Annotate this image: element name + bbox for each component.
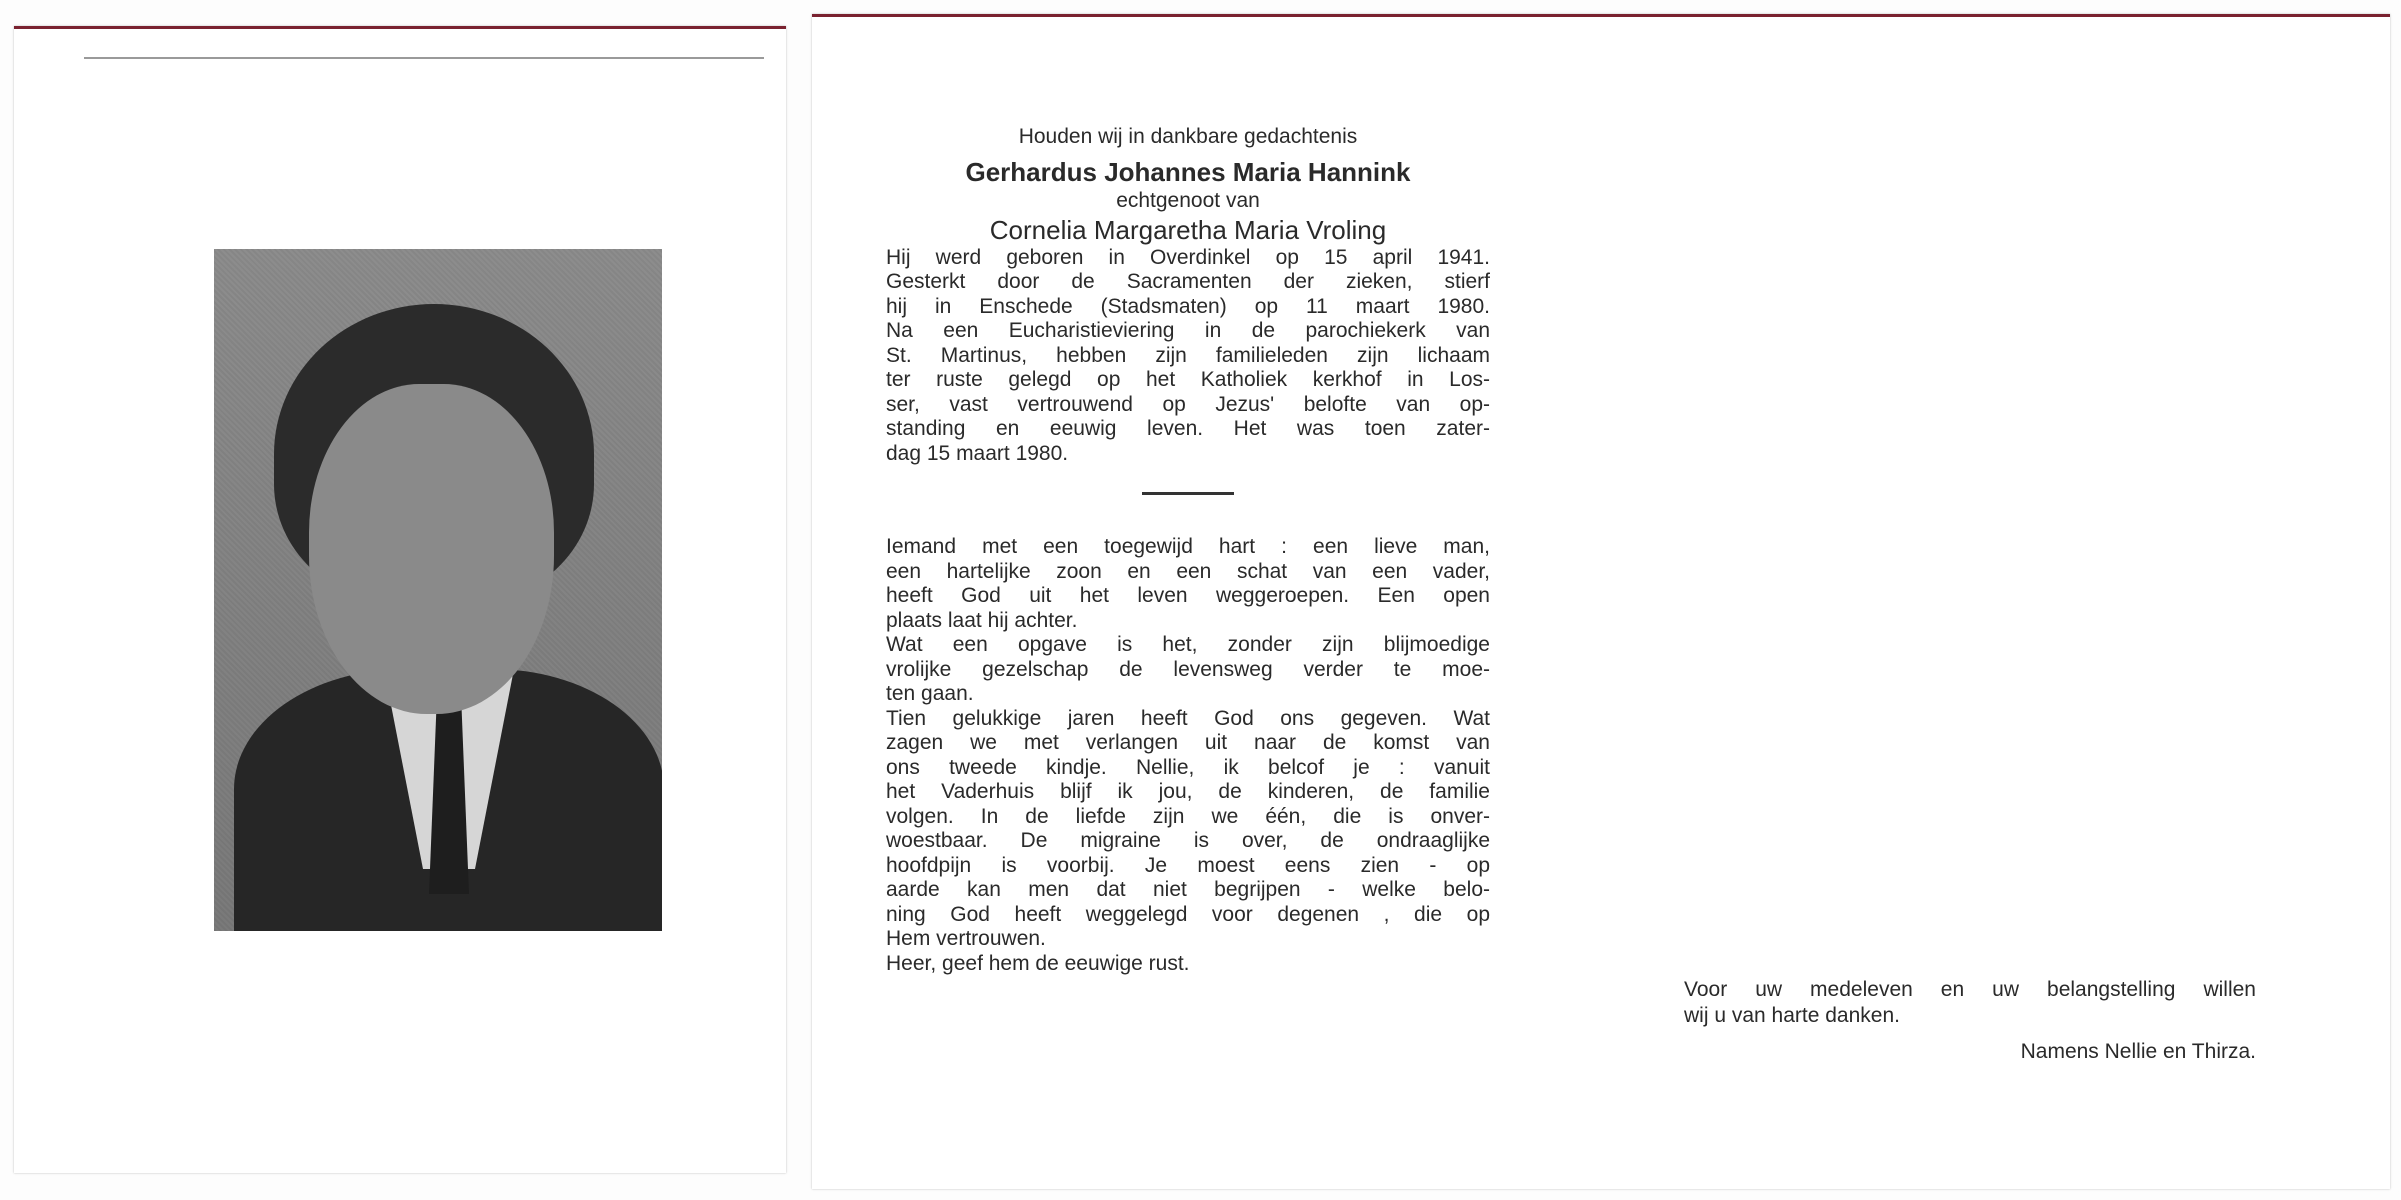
relation-line: echtgenoot van [1116, 188, 1260, 212]
text-line: ning God heeft weggelegd voor degenen , die op [886, 902, 1490, 926]
text-line: het Vaderhuis blijf ik jou, de kinderen, de familie [886, 780, 1490, 803]
text-line: aarde kan men dat niet begrijpen - welke belo- [886, 878, 1490, 901]
tribute-text [886, 535, 1490, 976]
text-line: ons tweede kindje. Nellie, ik belcof je : vanuit [886, 755, 1490, 779]
signature: Namens Nellie en Thirza. [2020, 1040, 2256, 1063]
text-line: Heer, geef hem de eeuwige rust. [886, 951, 1190, 975]
text-line: Na een Eucharistieviering in de parochiekerk van [886, 319, 1490, 342]
portrait-photo [214, 249, 662, 931]
photo-card [14, 26, 786, 1173]
intro-line: Houden wij in dankbare gedachtenis [1018, 125, 1358, 148]
memorial-text [886, 125, 1490, 976]
text-line: hoofdpijn is voorbij. Je moest eens zien - op [886, 853, 1490, 877]
text-line: woestbaar. De migraine is over, de ondraaglijke [886, 829, 1490, 852]
text-line: vrolijke gezelschap de levensweg verder te moe- [886, 657, 1490, 681]
photo-face [309, 384, 554, 714]
text-line: heeft God uit het leven weggeroepen. Een open [886, 584, 1490, 607]
text-line: wij u van harte danken. [1684, 1004, 1900, 1027]
text-line: zagen we met verlangen uit naar de komst van [886, 731, 1490, 754]
text-line: hij in Enschede (Stadsmaten) op 11 maart 1980. [886, 294, 1490, 318]
section-divider [1142, 492, 1234, 495]
text-line: Gesterkt door de Sacramenten der zieken, stierf [886, 270, 1490, 293]
divider [84, 57, 764, 59]
text-line: volgen. In de liefde zijn we één, die is onver- [886, 804, 1490, 828]
text-line: Tien gelukkige jaren heeft God ons gegeven. Wat [886, 706, 1490, 730]
text-line: een hartelijke zoon en een schat van een vader, [886, 559, 1490, 583]
biography [886, 246, 1490, 467]
text-line: Voor uw medeleven en uw belangstelling willen [1684, 978, 2256, 1001]
spouse-name: Cornelia Margaretha Maria Vroling [989, 214, 1387, 245]
text-line: dag 15 maart 1980. [886, 441, 1069, 465]
thanks-block [1684, 977, 2256, 1065]
text-line: Hem vertrouwen. [886, 927, 1046, 950]
text-line: standing en eeuwig leven. Het was toen zater- [886, 417, 1490, 440]
text-line: ter ruste gelegd op het Katholiek kerkhof in Los- [886, 368, 1490, 391]
text-line: Wat een opgave is het, zonder zijn blijmoedige [886, 633, 1490, 656]
text-line: ser, vast vertrouwend op Jezus' belofte van op- [886, 392, 1490, 416]
text-line: plaats laat hij achter. [886, 608, 1078, 632]
text-line: St. Martinus, hebben zijn familieleden zijn lichaam [886, 343, 1490, 367]
text-line: Hij werd geboren in Overdinkel op 15 april 1941. [886, 245, 1490, 269]
text-line: Iemand met een toegewijd hart : een lieve man, [886, 535, 1490, 558]
deceased-name: Gerhardus Johannes Maria Hannink [965, 156, 1411, 187]
thanks-text [1684, 977, 2256, 1029]
text-card [812, 14, 2390, 1189]
text-line: ten gaan. [886, 682, 974, 705]
